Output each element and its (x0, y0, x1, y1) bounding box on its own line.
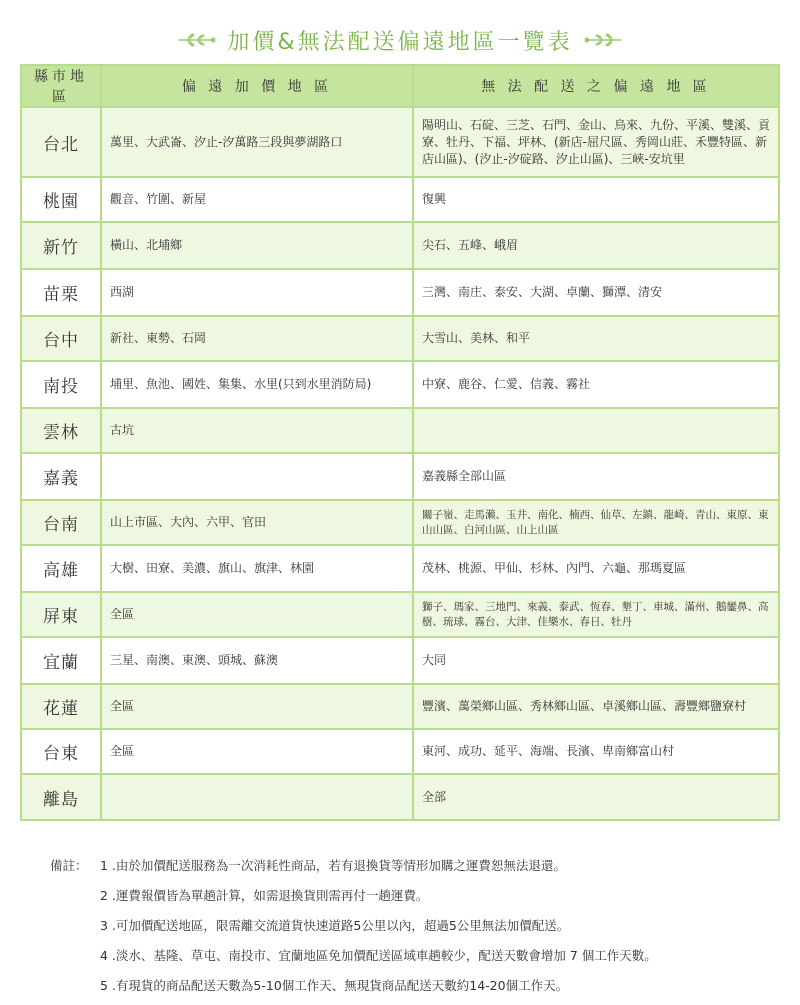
no-delivery-cell: 嘉義縣全部山區 (413, 453, 779, 500)
surcharge-cell: 全區 (101, 729, 413, 774)
table-row (21, 500, 779, 545)
header-surcharge: 偏 遠 加 價 地 區 (101, 65, 413, 107)
region-cell: 高雄 (21, 545, 101, 592)
no-delivery-cell: 東河、成功、延平、海端、長濱、卑南鄉富山村 (413, 729, 779, 774)
surcharge-cell: 大樹、田寮、美濃、旗山、旗津、林園 (101, 545, 413, 592)
surcharge-cell (101, 453, 413, 500)
note-row (50, 910, 780, 940)
no-delivery-cell: 陽明山、石碇、三芝、石門、金山、烏來、九份、平溪、雙溪、貢寮、牡丹、下福、坪林、(新店-屈尺區、秀岡山莊、禾豐特區、新店山區)、(汐止-汐碇路、汐止山區)、三峽-安坑里 (413, 107, 779, 177)
no-delivery-cell: 尖石、五峰、峨眉 (413, 222, 779, 269)
note-row (50, 940, 780, 970)
note-text: 5 .有現貨的商品配送天數為5-10個工作天、無現貨商品配送天數約14-20個工作天。 (100, 978, 569, 993)
region-cell: 台東 (21, 729, 101, 774)
no-delivery-cell: 茂林、桃源、甲仙、杉林、內門、六龜、那瑪夏區 (413, 545, 779, 592)
region-cell: 花蓮 (21, 684, 101, 729)
notes-section (50, 850, 780, 1000)
region-cell: 離島 (21, 774, 101, 820)
table-row (21, 637, 779, 684)
title-bar (0, 22, 800, 58)
no-delivery-cell: 大同 (413, 637, 779, 684)
note-row (50, 850, 780, 880)
surcharge-cell: 觀音、竹圍、新屋 (101, 177, 413, 222)
table-row (21, 545, 779, 592)
note-row (50, 880, 780, 910)
surcharge-cell: 西湖 (101, 269, 413, 316)
region-cell: 雲林 (21, 408, 101, 453)
no-delivery-cell: 全部 (413, 774, 779, 820)
region-cell: 宜蘭 (21, 637, 101, 684)
surcharge-cell: 全區 (101, 592, 413, 637)
region-cell: 台南 (21, 500, 101, 545)
table-row (21, 361, 779, 408)
table-row (21, 177, 779, 222)
region-cell: 台北 (21, 107, 101, 177)
table-row (21, 408, 779, 453)
region-cell: 南投 (21, 361, 101, 408)
no-delivery-cell: 復興 (413, 177, 779, 222)
table-row (21, 592, 779, 637)
table-row (21, 316, 779, 361)
region-cell: 桃園 (21, 177, 101, 222)
surcharge-cell: 萬里、大武崙、汐止-汐萬路三段與夢湖路口 (101, 107, 413, 177)
table-row (21, 107, 779, 177)
no-delivery-cell: 中寮、鹿谷、仁愛、信義、霧社 (413, 361, 779, 408)
left-sprig-icon (177, 28, 217, 52)
no-delivery-cell (413, 408, 779, 453)
table-row (21, 453, 779, 500)
table-row (21, 222, 779, 269)
surcharge-cell (101, 774, 413, 820)
note-text: 2 .運費報價皆為單趟計算，如需退換貨則需再付一趟運費。 (100, 888, 429, 903)
region-cell: 嘉義 (21, 453, 101, 500)
no-delivery-cell: 三灣、南庄、泰安、大湖、卓蘭、獅潭、清安 (413, 269, 779, 316)
notes-label: 備註： (50, 858, 88, 873)
note-text: 1 .由於加價配送服務為一次消耗性商品，若有退換貨等情形加購之運費恕無法退還。 (100, 858, 566, 873)
no-delivery-cell: 豐濱、萬榮鄉山區、秀林鄉山區、卓溪鄉山區、壽豐鄉鹽寮村 (413, 684, 779, 729)
no-delivery-cell: 大雪山、美林、和平 (413, 316, 779, 361)
surcharge-cell: 全區 (101, 684, 413, 729)
surcharge-cell: 古坑 (101, 408, 413, 453)
surcharge-cell: 新社、東勢、石岡 (101, 316, 413, 361)
surcharge-cell: 三星、南澳、東澳、頭城、蘇澳 (101, 637, 413, 684)
delivery-table (20, 64, 780, 821)
page-title: 加價&無法配送偏遠地區一覽表 (227, 29, 573, 55)
no-delivery-cell: 獅子、瑪家、三地門、來義、泰武、恆春、墾丁、車城、滿州、鵝鑾鼻、高樹、琉球、霧台、大津、佳樂水、春日、牡丹 (413, 592, 779, 637)
note-text: 3 .可加價配送地區，限需離交流道貨快速道路5公里以內，超過5公里無法加價配送。 (100, 918, 570, 933)
table-header-row (21, 65, 779, 107)
region-cell: 台中 (21, 316, 101, 361)
note-row (50, 970, 780, 1000)
table-row (21, 269, 779, 316)
right-sprig-icon (583, 28, 623, 52)
surcharge-cell: 橫山、北埔鄉 (101, 222, 413, 269)
no-delivery-cell: 關子嶺、走馬瀨、玉井、南化、楠西、仙草、左鎮、龍崎、青山、東原、東山山區、白河山區、山上山區 (413, 500, 779, 545)
region-cell: 新竹 (21, 222, 101, 269)
region-cell: 屏東 (21, 592, 101, 637)
note-text: 4 .淡水、基隆、草屯、南投市、宜蘭地區免加價配送區域車趟較少，配送天數會增加 7 個工作天數。 (100, 948, 657, 963)
table-row (21, 684, 779, 729)
table-row (21, 729, 779, 774)
header-region: 縣市地區 (21, 65, 101, 107)
surcharge-cell: 山上市區、大內、六甲、官田 (101, 500, 413, 545)
table-row (21, 774, 779, 820)
surcharge-cell: 埔里、魚池、國姓、集集、水里(只到水里消防局) (101, 361, 413, 408)
region-cell: 苗栗 (21, 269, 101, 316)
header-no-delivery: 無 法 配 送 之 偏 遠 地 區 (413, 65, 779, 107)
